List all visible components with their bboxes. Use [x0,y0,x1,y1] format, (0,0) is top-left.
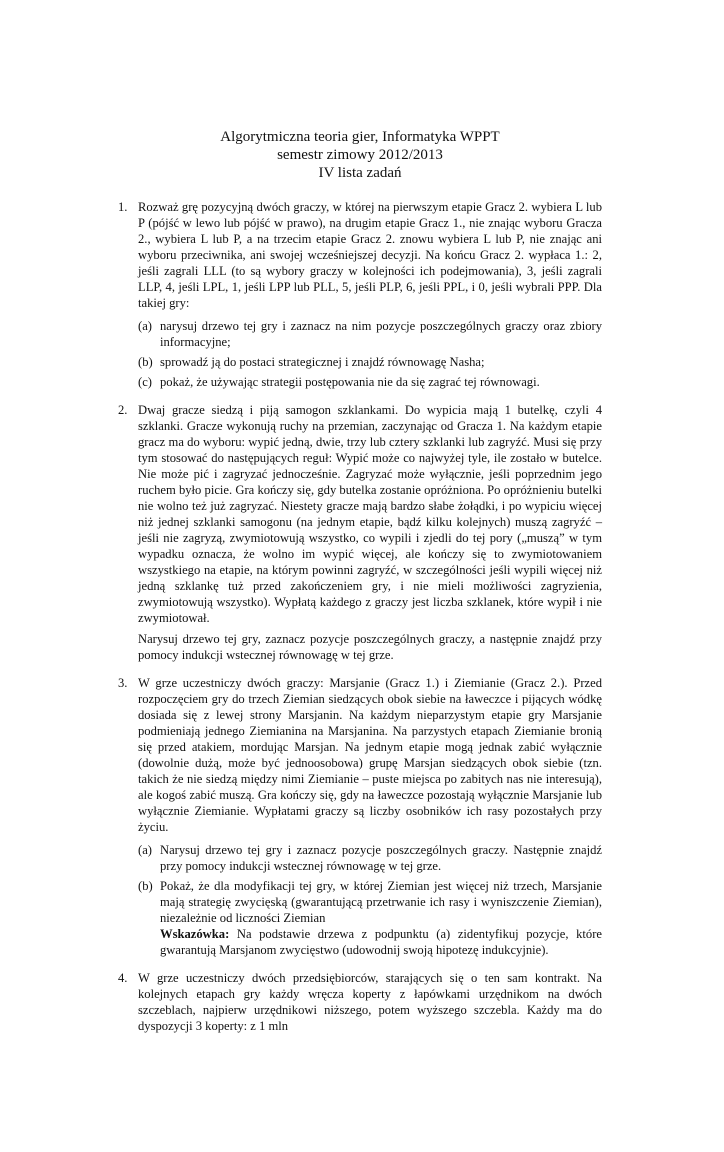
problem-list [118,199,602,1034]
problem-text: W grze uczestniczy dwóch przedsiębiorców, starających się o ten sam kontrakt. Na kolejnych etapach gry każdy wręcza koperty z łapówkami urzędnikom na dwóch szczeblach, najpierw urzędnikowi niższego, potem wyższego szczebla. Każdy ma do dyspozycji 3 koperty: z 1 mln [138,971,602,1033]
subtask-text: sprowadź ją do postaci strategicznej i znajdź równowagę Nasha; [160,355,485,369]
subtask-label: (b) [138,879,153,893]
subtask-label: (c) [138,375,152,389]
problem-3 [118,675,602,958]
list-title: IV lista zadań [318,165,402,181]
problem-number: 3. [118,676,128,690]
problem-text: Rozważ grę pozycyjną dwóch graczy, w której na pierwszym etapie Gracz 2. wybiera L lub P (pójść w lewo lub pójść w prawo), na drugim etapie Gracz 1., nie znając wyboru Gracza 2., wybiera L lub P, a na trzecim etapie Gracz 2. znowu wybiera L lub P, nie znając ani wyboru przeciwnika, ani swojej wcześniejszej decyzji. Na końcu Gracz 2. wypłaca 1.: 2, jeśli zagrali LLL (to są wybory graczy w kolejności ich podejmowania), 3, jeśli zagrali LLP, 4, jeśli LPL, 1, jeśli LPP lub PLL, 5, jeśli PLP, 6, jeśli PPL, i 0, jeśli wybrali PPP. Dla takiej gry: [138,200,602,310]
subtask-b [138,878,602,958]
hint-text: Na podstawie drzewa z podpunktu (a) zidentyfikuj pozycje, które gwarantują Marsjanom zwycięstwo (udowodnij swoją hipotezę indukcyjnie). [160,927,602,957]
hint [160,926,602,958]
problem-task: Narysuj drzewo tej gry, zaznacz pozycje poszczególnych graczy, a następnie znajdź przy pomocy indukcji wstecznej równowagę w tej grze. [138,632,602,662]
subtask-list [138,318,602,390]
semester-line: semestr zimowy 2012/2013 [277,147,443,163]
course-title: Algorytmiczna teoria gier, Informatyka WPPT [220,129,500,145]
problem-text: Dwaj gracze siedzą i piją samogon szklankami. Do wypicia mają 1 butelkę, czyli 4 szklanki. Gracze wykonują ruchy na przemian, zaczynając od Gracza 1. Na każdym etapie gracz ma do wyboru: wypić jedną, dwie, trzy lub cztery szklanki lub zagryźć. Musi się przy tym stosować do następujących reguł: Wypić może co najwyżej tyle, ile zostało w butelce. Nie może pić i zagryzać jednocześnie. Zagryzać może wyłącznie, jeśli poprzednim jego ruchem było picie. Gra kończy się, gdy butelka zostanie opróżniona. Po opróżnieniu butelki nie wolno też już zagryzać. Niestety gracze mają bardzo słabe żołądki, i po wypiciu więcej niż jednej szklanki samogonu (na jednym etapie, bądź kilku kolejnych) muszą zagryźć – jeśli nie zagryzą, zwymiotowują wszystko, co wypili i zjedli do tej pory („muszą” w tym wypadku oznacza, że wolno im wypić więcej, ale kończy się to zwymiotowaniem wszystkiego na etapie, na którym powinni zagryźć, w szczególności jeśli wypili więcej niż jedną szklankę tuż przed zakończeniem gry, i nie mieli możliwości zagryzienia, zwymiotowują wszystko). Wypłatą każdego z graczy jest liczba szklanek, które wypił i nie zwymiotował. [138,403,602,625]
problem-text: W grze uczestniczy dwóch graczy: Marsjanie (Gracz 1.) i Ziemianie (Gracz 2.). Przed rozpoczęciem gry do trzech Ziemian siedzących obok siebie na ławeczce i pijących wódkę dosiada się z lewej strony Marsjanin. Na każdym nieparzystym etapie gry Marsjanie podmieniają jednego Ziemianina na Marsjanina. Na parzystych etapach Ziemianie bronią się przed atakiem, mordując Marsjan. Na jednym etapie mogą jednak zabić wyłącznie (dowolnie dużą, może być jednoosobowa) grupę Marsjan siedzących obok siebie (tzn. takich że nie siedzą między nimi Ziemianie – puste miejsca po zabitych nas nie interesują), ale kogoś zabić muszą. Gra kończy się, gdy na ławeczce pozostają wyłącznie Marsjanie lub wyłącznie Ziemianie. Wypłatami graczy są liczby osobników ich rasy pozostałych przy życiu. [138,676,602,834]
subtask-list [138,842,602,958]
problem-1 [118,199,602,390]
subtask-label: (a) [138,319,152,333]
problem-number: 2. [118,403,128,417]
problem-4 [118,970,602,1034]
subtask-label: (a) [138,843,152,857]
subtask-text: Narysuj drzewo tej gry i zaznacz pozycje poszczególnych graczy. Następnie znajdź przy pomocy indukcji wstecznej równowagę w tej grze. [160,843,602,873]
problem-2 [118,402,602,663]
subtask-c [138,374,602,390]
subtask-a [138,842,602,874]
subtask-text: narysuj drzewo tej gry i zaznacz na nim pozycje poszczególnych graczy oraz zbiory informacyjne; [160,319,602,349]
subtask-text: pokaż, że używając strategii postępowania nie da się zagrać tej równowagi. [160,375,540,389]
problem-number: 4. [118,971,128,985]
hint-label: Wskazówka: [160,927,230,941]
subtask-a [138,318,602,350]
subtask-b [138,354,602,370]
document-header [118,128,602,182]
problem-number: 1. [118,200,128,214]
subtask-text: Pokaż, że dla modyfikacji tej gry, w której Ziemian jest więcej niż trzech, Marsjanie mają strategię zwycięską (gwarantującą przetrwanie ich rasy i wyniszczenie Ziemian), niezależnie od liczności Ziemian [160,879,602,925]
subtask-label: (b) [138,355,153,369]
document-page [0,128,724,1152]
